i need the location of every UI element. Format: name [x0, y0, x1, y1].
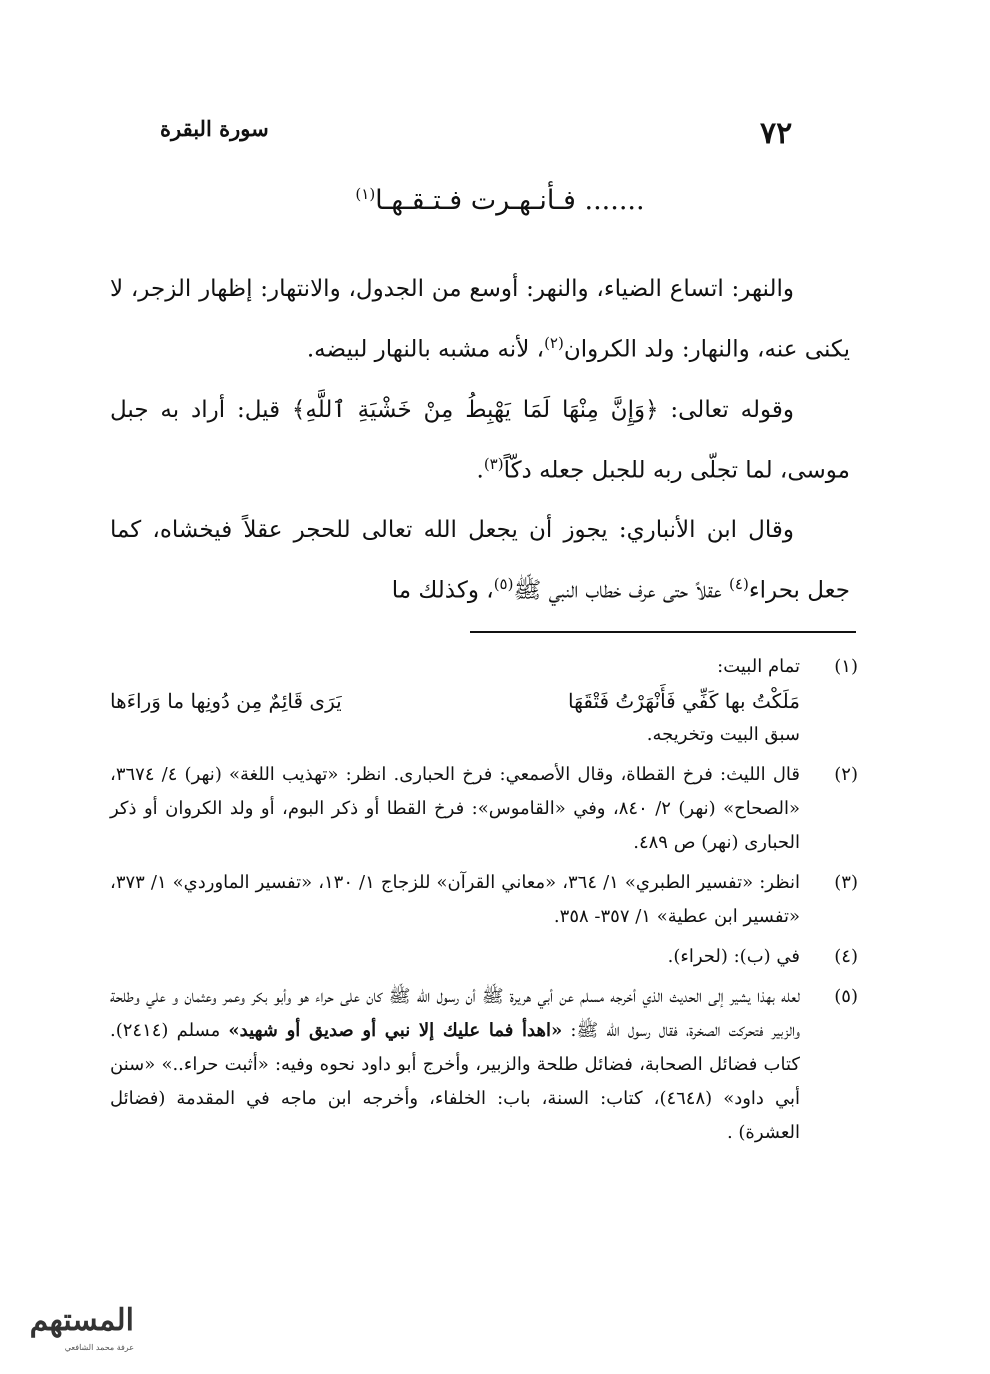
- footnote-separator: [470, 631, 856, 633]
- footnotes: [110, 650, 858, 1156]
- publisher-logo: [14, 1288, 144, 1358]
- footnote-ref: (٣): [483, 454, 504, 473]
- footnote-4: [110, 940, 858, 974]
- paragraph-text: .: [476, 457, 484, 484]
- paragraph-text: وقال ابن الأنباري: يجوز أن يجعل الله تعالى للحجر عقلاً فيخشاه، كما جعل بحراء: [110, 517, 850, 604]
- paragraph: [110, 262, 850, 377]
- paragraph-text: ، وكذلك ما: [391, 577, 494, 604]
- footnote-text: قال الليث: فرخ القطاة، وقال الأصمعي: فرخ الحبارى. انظر: «تهذيب اللغة» (نهر) ٤/ ٣٦٧٤، «الصحاح» (نهر) ٢/ ٨٤٠، وفي «القاموس»: فرخ القطا أو ذكر البوم، أو ولد الكروان أو ذكر الحبارى (نهر) ص ٤٨٩.: [110, 764, 800, 853]
- paragraph: [110, 383, 850, 498]
- footnote-3: [110, 866, 858, 934]
- footnote-ref: (١): [355, 185, 376, 203]
- verse-text: ....... فـأنـهـرت فـتـقـهـا: [375, 185, 645, 216]
- footnote-text: تمام البيت:: [717, 656, 800, 677]
- footnote-5: [110, 980, 858, 1150]
- footnote-number: (٤): [834, 946, 858, 967]
- page-number: ٧٢: [760, 116, 793, 151]
- footnote-number: (٣): [834, 872, 858, 893]
- quran-quote: ﴿وَإِنَّ مِنْهَا لَمَا يَهْبِطُ مِنْ خَشْيَةِ ٱللَّهِ﴾: [291, 396, 659, 423]
- footnote-text: مسلم (٢٤١٤). كتاب فضائل الصحابة، فضائل طلحة والزبير، وأخرج أبو داود نحوه وفيه: «أثبت حراء..» «سنن أبي داود» (٤٦٤٨)، كتاب: السنة، باب: الخلفاء، وأخرجه ابن ماجه في المقدمة (فضائل العشرة) .: [110, 1020, 800, 1143]
- page-header: [160, 112, 800, 162]
- paragraph-text: عقلاً حتى عرف خطاب النبي ﷺ: [513, 577, 730, 604]
- main-text: [110, 262, 850, 624]
- poetry-verse-heading: [200, 185, 800, 216]
- footnote-text: في (ب): (لحراء).: [667, 946, 800, 967]
- footnote-ref: (٤): [729, 575, 749, 594]
- logo-subtitle: عرفة محمد الشافعي: [64, 1343, 134, 1352]
- footnote-text: انظر: «تفسير الطبري» ١/ ٣٦٤، «معاني القرآن» للزجاج ١/ ١٣٠، «تفسير الماوردي» ١/ ٣٧٣، «تفسير ابن عطية» ١/ ٣٥٧- ٣٥٨.: [110, 872, 801, 927]
- footnote-number: (٥): [834, 986, 858, 1007]
- footnote-text: سبق البيت وتخريجه.: [646, 724, 800, 745]
- surah-name: سورة البقرة: [160, 116, 269, 141]
- logo-title: المستهم: [29, 1303, 134, 1338]
- footnote-2: [110, 758, 858, 860]
- hemistich-second: يَرَى قَائِمٌ مِن دُونِها ما وَراءَها: [110, 689, 342, 713]
- footnote-number: (١): [834, 656, 858, 677]
- hadith-quote: «اهدأ فما عليك إلا نبي أو صديق أو شهيد»: [228, 1020, 563, 1041]
- paragraph-text: قيل: أراد به جبل موسى، لما تجلّى ربه للجبل جعله دكّاً: [110, 396, 850, 484]
- hemistich-first: مَلَكْتُ بها كَفِّي فَأَنْهَرْتُ فَتْقَهَا: [568, 689, 800, 713]
- paragraph: [110, 503, 850, 618]
- footnote-text: لعله بهذا يشير إلى الحديث الذي أخرجه مسلم عن أبي هريرة ﷺ أن رسول الله ﷺ كان على حراء هو وأبو بكر وعمر وعثمان و علي وطلحة والزبير فتحركت الصخرة، فقال رسول الله ﷺ:: [110, 986, 800, 1041]
- poem-verse: [110, 684, 800, 718]
- footnote-1: [110, 650, 858, 752]
- footnote-number: (٢): [834, 764, 858, 785]
- paragraph-text: ، لأنه مشبه بالنهار لبيضه.: [306, 336, 545, 363]
- footnote-ref: (٢): [544, 334, 564, 352]
- paragraph-text: وقوله تعالى:: [658, 396, 794, 423]
- footnote-ref: (٥): [493, 575, 514, 594]
- paragraph-text: والنهر: اتساع الضياء، والنهر: أوسع من الجدول، والانتهار: إظهار الزجر، لا يكنى عنه، والنهار: ولد الكروان: [110, 276, 850, 363]
